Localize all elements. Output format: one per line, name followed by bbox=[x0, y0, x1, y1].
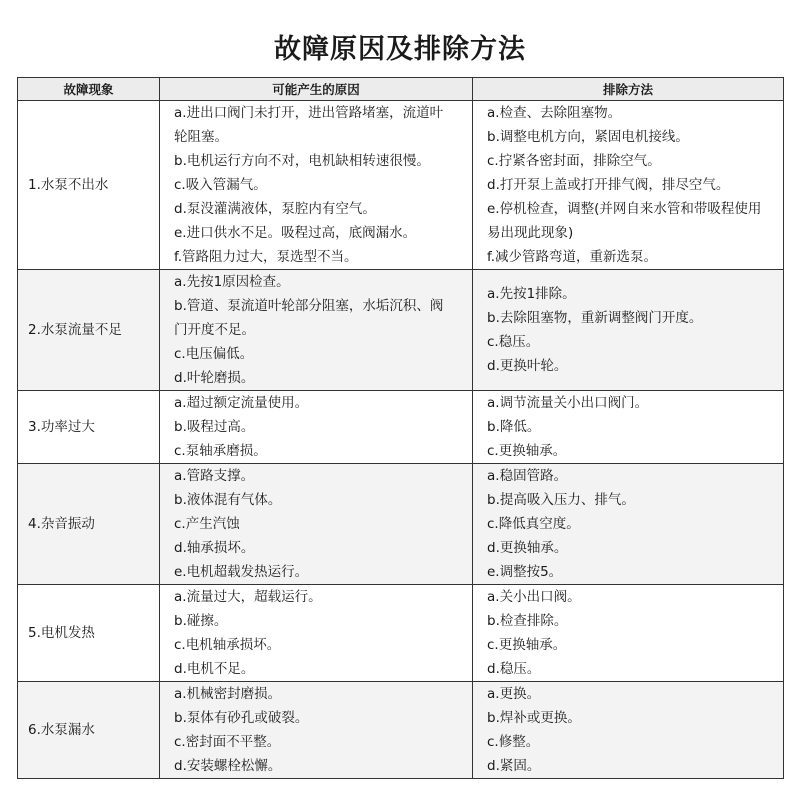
remedy-line: a.更换。 bbox=[487, 686, 541, 702]
table-row bbox=[18, 585, 784, 682]
remedy-line: a.稳固管路。 bbox=[487, 468, 568, 484]
table-row bbox=[18, 270, 784, 391]
table-header-row bbox=[18, 78, 784, 101]
header-symptom: 故障现象 bbox=[18, 78, 160, 101]
remedies-cell bbox=[473, 585, 784, 682]
remedies-cell bbox=[473, 682, 784, 779]
cause-line: d.泵没灌满液体，泵腔内有空气。 bbox=[174, 201, 376, 217]
remedy-line: b.检查排除。 bbox=[487, 613, 568, 629]
remedy-line: c.更换轴承。 bbox=[487, 637, 567, 653]
header-remedies: 排除方法 bbox=[473, 78, 784, 101]
remedies-cell bbox=[473, 270, 784, 391]
remedy-line: b.焊补或更换。 bbox=[487, 710, 581, 726]
cause-line: a.超过额定流量使用。 bbox=[174, 395, 309, 411]
remedy-line: a.检查、去除阻塞物。 bbox=[487, 105, 622, 121]
remedy-line: d.稳压。 bbox=[487, 661, 541, 677]
remedy-line: c.稳压。 bbox=[487, 334, 540, 350]
cause-line: b.碰擦。 bbox=[174, 613, 228, 629]
table-row bbox=[18, 464, 784, 585]
cause-line: c.泵轴承磨损。 bbox=[174, 443, 267, 459]
causes-cell bbox=[160, 682, 473, 779]
causes-cell bbox=[160, 464, 473, 585]
cause-line: 轮阻塞。 bbox=[174, 129, 228, 145]
remedy-line: f.减少管路弯道，重新选泵。 bbox=[487, 249, 658, 265]
cause-line: c.电机轴承损坏。 bbox=[174, 637, 281, 653]
remedy-line: b.提高吸入压力、排气。 bbox=[487, 492, 635, 508]
remedy-line: b.去除阻塞物，重新调整阀门开度。 bbox=[487, 310, 703, 326]
remedy-line: c.更换轴承。 bbox=[487, 443, 567, 459]
symptom-cell: 2.水泵流量不足 bbox=[18, 270, 160, 391]
remedy-line: b.降低。 bbox=[487, 419, 541, 435]
cause-line: a.流量过大，超载运行。 bbox=[174, 589, 322, 605]
remedy-line: a.先按1排除。 bbox=[487, 286, 576, 302]
symptom-cell: 4.杂音振动 bbox=[18, 464, 160, 585]
cause-line: d.电机不足。 bbox=[174, 661, 255, 677]
cause-line: 门开度不足。 bbox=[174, 322, 255, 338]
remedies-cell bbox=[473, 464, 784, 585]
cause-line: a.管路支撑。 bbox=[174, 468, 255, 484]
remedy-line: a.关小出口阀。 bbox=[487, 589, 581, 605]
symptom-cell: 1.水泵不出水 bbox=[18, 101, 160, 270]
remedy-line: b.调整电机方向，紧固电机接线。 bbox=[487, 129, 689, 145]
symptom-cell: 6.水泵漏水 bbox=[18, 682, 160, 779]
symptom-cell: 5.电机发热 bbox=[18, 585, 160, 682]
cause-line: b.液体混有气体。 bbox=[174, 492, 282, 508]
table-row bbox=[18, 391, 784, 464]
cause-line: e.电机超载发热运行。 bbox=[174, 564, 309, 580]
table-row bbox=[18, 682, 784, 779]
page-title: 故障原因及排除方法 bbox=[274, 34, 526, 65]
remedy-line: a.调节流量关小出口阀门。 bbox=[487, 395, 649, 411]
header-causes: 可能产生的原因 bbox=[160, 78, 473, 101]
causes-cell bbox=[160, 585, 473, 682]
remedy-line: c.拧紧各密封面，排除空气。 bbox=[487, 153, 661, 169]
fault-table bbox=[17, 77, 784, 779]
causes-cell bbox=[160, 101, 473, 270]
causes-cell bbox=[160, 391, 473, 464]
causes-cell bbox=[160, 270, 473, 391]
remedy-line: d.紧固。 bbox=[487, 758, 541, 774]
cause-line: b.泵体有砂孔或破裂。 bbox=[174, 710, 309, 726]
cause-line: b.吸程过高。 bbox=[174, 419, 255, 435]
cause-line: c.电压偏低。 bbox=[174, 346, 254, 362]
cause-line: c.密封面不平整。 bbox=[174, 734, 281, 750]
cause-line: b.管道、泵流道叶轮部分阻塞，水垢沉积、阀 bbox=[174, 298, 444, 314]
remedy-line: 易出现此现象) bbox=[487, 225, 574, 241]
remedy-line: d.打开泵上盖或打开排气阀，排尽空气。 bbox=[487, 177, 730, 193]
cause-line: a.机械密封磨损。 bbox=[174, 686, 282, 702]
cause-line: f.管路阻力过大，泵选型不当。 bbox=[174, 249, 358, 265]
cause-line: c.产生汽蚀 bbox=[174, 516, 240, 532]
cause-line: d.叶轮磨损。 bbox=[174, 370, 255, 386]
cause-line: d.轴承损坏。 bbox=[174, 540, 255, 556]
remedy-line: e.调整按5。 bbox=[487, 564, 563, 580]
remedy-line: d.更换轴承。 bbox=[487, 540, 568, 556]
cause-line: c.吸入管漏气。 bbox=[174, 177, 267, 193]
cause-line: e.进口供水不足。吸程过高，底阀漏水。 bbox=[174, 225, 417, 241]
symptom-cell: 3.功率过大 bbox=[18, 391, 160, 464]
cause-line: d.安装螺栓松懈。 bbox=[174, 758, 282, 774]
remedies-cell bbox=[473, 101, 784, 270]
remedy-line: d.更换叶轮。 bbox=[487, 358, 568, 374]
remedy-line: e.停机检查，调整(并网自来水管和带吸程使用 bbox=[487, 201, 762, 217]
remedies-cell bbox=[473, 391, 784, 464]
remedy-line: c.修整。 bbox=[487, 734, 540, 750]
table-row bbox=[18, 101, 784, 270]
cause-line: a.进出口阀门未打开，进出管路堵塞，流道叶 bbox=[174, 105, 444, 121]
cause-line: b.电机运行方向不对，电机缺相转速很慢。 bbox=[174, 153, 430, 169]
cause-line: a.先按1原因检查。 bbox=[174, 274, 290, 290]
remedy-line: c.降低真空度。 bbox=[487, 516, 580, 532]
